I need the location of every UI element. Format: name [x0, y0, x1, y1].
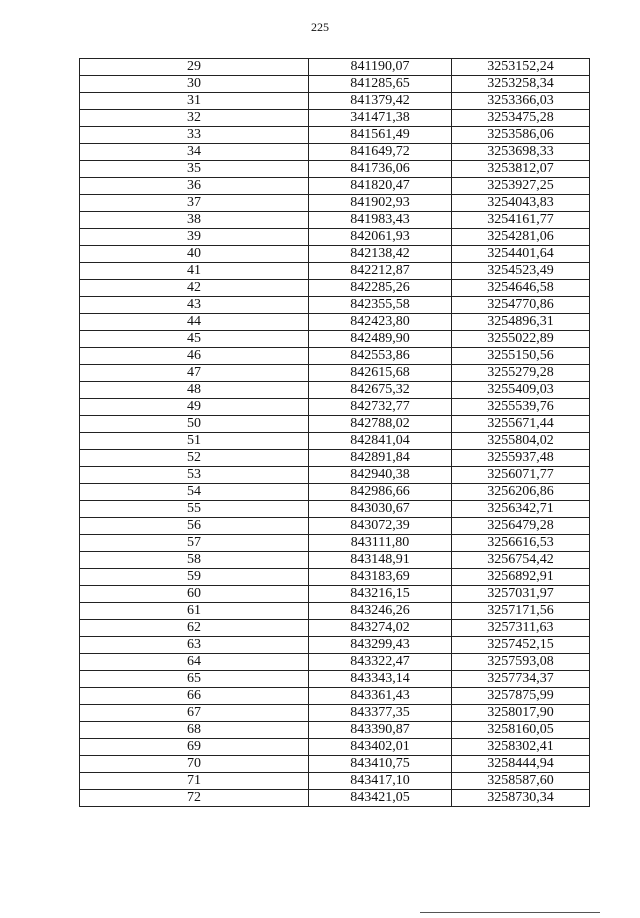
x-coordinate-cell: 842841,04 — [309, 433, 452, 450]
x-coordinate-cell: 843421,05 — [309, 790, 452, 807]
x-coordinate-cell: 842285,26 — [309, 280, 452, 297]
point-number-cell: 58 — [80, 552, 309, 569]
x-coordinate-cell: 842986,66 — [309, 484, 452, 501]
y-coordinate-cell: 3255671,44 — [452, 416, 590, 433]
table-row — [80, 144, 590, 161]
y-coordinate-cell: 3253258,34 — [452, 76, 590, 93]
point-number-cell: 47 — [80, 365, 309, 382]
x-coordinate-cell: 843417,10 — [309, 773, 452, 790]
point-number-cell: 56 — [80, 518, 309, 535]
x-coordinate-cell: 843361,43 — [309, 688, 452, 705]
point-number-cell: 41 — [80, 263, 309, 280]
coordinates-table-body — [80, 59, 590, 807]
y-coordinate-cell: 3254401,64 — [452, 246, 590, 263]
point-number-cell: 61 — [80, 603, 309, 620]
point-number-cell: 30 — [80, 76, 309, 93]
y-coordinate-cell: 3253475,28 — [452, 110, 590, 127]
y-coordinate-cell: 3254896,31 — [452, 314, 590, 331]
y-coordinate-cell: 3254523,49 — [452, 263, 590, 280]
point-number-cell: 40 — [80, 246, 309, 263]
x-coordinate-cell: 842061,93 — [309, 229, 452, 246]
table-row — [80, 705, 590, 722]
x-coordinate-cell: 842423,80 — [309, 314, 452, 331]
table-row — [80, 518, 590, 535]
point-number-cell: 50 — [80, 416, 309, 433]
point-number-cell: 38 — [80, 212, 309, 229]
table-row — [80, 416, 590, 433]
table-row — [80, 586, 590, 603]
y-coordinate-cell: 3258160,05 — [452, 722, 590, 739]
x-coordinate-cell: 841561,49 — [309, 127, 452, 144]
table-row — [80, 212, 590, 229]
table-row — [80, 484, 590, 501]
y-coordinate-cell: 3255279,28 — [452, 365, 590, 382]
x-coordinate-cell: 843148,91 — [309, 552, 452, 569]
x-coordinate-cell: 843410,75 — [309, 756, 452, 773]
point-number-cell: 54 — [80, 484, 309, 501]
y-coordinate-cell: 3257031,97 — [452, 586, 590, 603]
y-coordinate-cell: 3255150,56 — [452, 348, 590, 365]
y-coordinate-cell: 3255022,89 — [452, 331, 590, 348]
x-coordinate-cell: 842940,38 — [309, 467, 452, 484]
table-row — [80, 722, 590, 739]
x-coordinate-cell: 841190,07 — [309, 59, 452, 76]
x-coordinate-cell: 843111,80 — [309, 535, 452, 552]
footer-line — [420, 912, 600, 913]
y-coordinate-cell: 3256342,71 — [452, 501, 590, 518]
x-coordinate-cell: 841736,06 — [309, 161, 452, 178]
table-row — [80, 93, 590, 110]
x-coordinate-cell: 843343,14 — [309, 671, 452, 688]
point-number-cell: 43 — [80, 297, 309, 314]
point-number-cell: 49 — [80, 399, 309, 416]
x-coordinate-cell: 843299,43 — [309, 637, 452, 654]
x-coordinate-cell: 843216,15 — [309, 586, 452, 603]
x-coordinate-cell: 843030,67 — [309, 501, 452, 518]
y-coordinate-cell: 3253586,06 — [452, 127, 590, 144]
point-number-cell: 64 — [80, 654, 309, 671]
y-coordinate-cell: 3256071,77 — [452, 467, 590, 484]
x-coordinate-cell: 842675,32 — [309, 382, 452, 399]
point-number-cell: 31 — [80, 93, 309, 110]
x-coordinate-cell: 843377,35 — [309, 705, 452, 722]
table-row — [80, 161, 590, 178]
x-coordinate-cell: 842553,86 — [309, 348, 452, 365]
y-coordinate-cell: 3256754,42 — [452, 552, 590, 569]
table-row — [80, 569, 590, 586]
point-number-cell: 57 — [80, 535, 309, 552]
x-coordinate-cell: 842615,68 — [309, 365, 452, 382]
point-number-cell: 71 — [80, 773, 309, 790]
y-coordinate-cell: 3258302,41 — [452, 739, 590, 756]
y-coordinate-cell: 3258730,34 — [452, 790, 590, 807]
table-row — [80, 127, 590, 144]
point-number-cell: 66 — [80, 688, 309, 705]
y-coordinate-cell: 3256479,28 — [452, 518, 590, 535]
y-coordinate-cell: 3258444,94 — [452, 756, 590, 773]
y-coordinate-cell: 3253698,33 — [452, 144, 590, 161]
point-number-cell: 39 — [80, 229, 309, 246]
page-number: 225 — [311, 20, 329, 34]
y-coordinate-cell: 3258587,60 — [452, 773, 590, 790]
table-row — [80, 467, 590, 484]
point-number-cell: 67 — [80, 705, 309, 722]
table-row — [80, 756, 590, 773]
table-row — [80, 399, 590, 416]
table-row — [80, 59, 590, 76]
table-row — [80, 671, 590, 688]
y-coordinate-cell: 3253152,24 — [452, 59, 590, 76]
y-coordinate-cell: 3256892,91 — [452, 569, 590, 586]
x-coordinate-cell: 841820,47 — [309, 178, 452, 195]
y-coordinate-cell: 3255539,76 — [452, 399, 590, 416]
y-coordinate-cell: 3255937,48 — [452, 450, 590, 467]
x-coordinate-cell: 841902,93 — [309, 195, 452, 212]
point-number-cell: 29 — [80, 59, 309, 76]
x-coordinate-cell: 843183,69 — [309, 569, 452, 586]
point-number-cell: 53 — [80, 467, 309, 484]
point-number-cell: 36 — [80, 178, 309, 195]
x-coordinate-cell: 843322,47 — [309, 654, 452, 671]
y-coordinate-cell: 3256206,86 — [452, 484, 590, 501]
y-coordinate-cell: 3258017,90 — [452, 705, 590, 722]
x-coordinate-cell: 842489,90 — [309, 331, 452, 348]
y-coordinate-cell: 3253366,03 — [452, 93, 590, 110]
y-coordinate-cell: 3253927,25 — [452, 178, 590, 195]
table-row — [80, 620, 590, 637]
table-row — [80, 348, 590, 365]
x-coordinate-cell: 843390,87 — [309, 722, 452, 739]
x-coordinate-cell: 842212,87 — [309, 263, 452, 280]
y-coordinate-cell: 3255804,02 — [452, 433, 590, 450]
table-row — [80, 773, 590, 790]
point-number-cell: 34 — [80, 144, 309, 161]
point-number-cell: 70 — [80, 756, 309, 773]
point-number-cell: 65 — [80, 671, 309, 688]
point-number-cell: 68 — [80, 722, 309, 739]
x-coordinate-cell: 841379,42 — [309, 93, 452, 110]
table-row — [80, 603, 590, 620]
y-coordinate-cell: 3254646,58 — [452, 280, 590, 297]
table-row — [80, 365, 590, 382]
point-number-cell: 35 — [80, 161, 309, 178]
table-row — [80, 178, 590, 195]
table-row — [80, 535, 590, 552]
x-coordinate-cell: 841983,43 — [309, 212, 452, 229]
table-row — [80, 433, 590, 450]
y-coordinate-cell: 3257734,37 — [452, 671, 590, 688]
table-row — [80, 654, 590, 671]
x-coordinate-cell: 843402,01 — [309, 739, 452, 756]
y-coordinate-cell: 3253812,07 — [452, 161, 590, 178]
x-coordinate-cell: 842891,84 — [309, 450, 452, 467]
y-coordinate-cell: 3257875,99 — [452, 688, 590, 705]
point-number-cell: 60 — [80, 586, 309, 603]
y-coordinate-cell: 3257171,56 — [452, 603, 590, 620]
table-row — [80, 739, 590, 756]
point-number-cell: 37 — [80, 195, 309, 212]
y-coordinate-cell: 3254770,86 — [452, 297, 590, 314]
table-row — [80, 195, 590, 212]
table-row — [80, 280, 590, 297]
y-coordinate-cell: 3255409,03 — [452, 382, 590, 399]
point-number-cell: 52 — [80, 450, 309, 467]
point-number-cell: 72 — [80, 790, 309, 807]
point-number-cell: 48 — [80, 382, 309, 399]
x-coordinate-cell: 842732,77 — [309, 399, 452, 416]
table-row — [80, 76, 590, 93]
point-number-cell: 63 — [80, 637, 309, 654]
table-row — [80, 246, 590, 263]
y-coordinate-cell: 3254161,77 — [452, 212, 590, 229]
table-row — [80, 637, 590, 654]
point-number-cell: 33 — [80, 127, 309, 144]
x-coordinate-cell: 843072,39 — [309, 518, 452, 535]
x-coordinate-cell: 843274,02 — [309, 620, 452, 637]
y-coordinate-cell: 3257593,08 — [452, 654, 590, 671]
x-coordinate-cell: 843246,26 — [309, 603, 452, 620]
point-number-cell: 45 — [80, 331, 309, 348]
point-number-cell: 51 — [80, 433, 309, 450]
x-coordinate-cell: 841649,72 — [309, 144, 452, 161]
table-row — [80, 450, 590, 467]
y-coordinate-cell: 3257311,63 — [452, 620, 590, 637]
table-row — [80, 263, 590, 280]
table-row — [80, 229, 590, 246]
point-number-cell: 55 — [80, 501, 309, 518]
coordinates-table — [79, 58, 590, 807]
y-coordinate-cell: 3254281,06 — [452, 229, 590, 246]
table-row — [80, 790, 590, 807]
point-number-cell: 59 — [80, 569, 309, 586]
table-row — [80, 552, 590, 569]
y-coordinate-cell: 3257452,15 — [452, 637, 590, 654]
y-coordinate-cell: 3256616,53 — [452, 535, 590, 552]
point-number-cell: 46 — [80, 348, 309, 365]
table-row — [80, 382, 590, 399]
table-row — [80, 331, 590, 348]
x-coordinate-cell: 341471,38 — [309, 110, 452, 127]
point-number-cell: 42 — [80, 280, 309, 297]
x-coordinate-cell: 841285,65 — [309, 76, 452, 93]
y-coordinate-cell: 3254043,83 — [452, 195, 590, 212]
table-row — [80, 297, 590, 314]
x-coordinate-cell: 842355,58 — [309, 297, 452, 314]
x-coordinate-cell: 842788,02 — [309, 416, 452, 433]
point-number-cell: 69 — [80, 739, 309, 756]
table-row — [80, 501, 590, 518]
table-row — [80, 314, 590, 331]
point-number-cell: 44 — [80, 314, 309, 331]
table-row — [80, 688, 590, 705]
x-coordinate-cell: 842138,42 — [309, 246, 452, 263]
point-number-cell: 62 — [80, 620, 309, 637]
table-row — [80, 110, 590, 127]
point-number-cell: 32 — [80, 110, 309, 127]
